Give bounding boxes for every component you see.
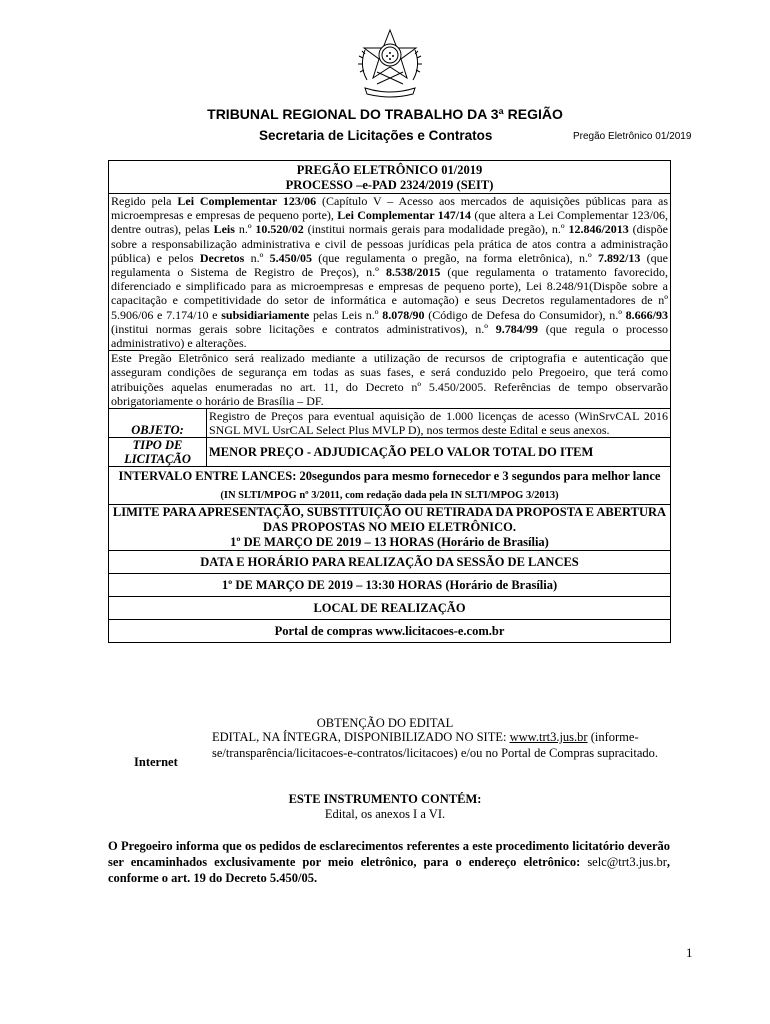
legal-reference: 8.666/93 [625, 307, 668, 322]
legal-text-segment: (que regulamenta o pregão, na forma eletrônica), n.º [312, 250, 599, 265]
legal-text-segment: (Código de Defesa do Consumidor), n.º [424, 307, 626, 322]
local-text: Portal de compras www.licitacoes-e.com.br [109, 620, 671, 643]
contents-title: ESTE INSTRUMENTO CONTÉM: [288, 792, 482, 806]
notice-text-end: , conforme o art. 19 do Decreto 5.450/05. [108, 855, 670, 885]
intervalo-reference: (IN SLTI/MPOG nº 3/2011, com redação dada pela IN SLTI/MPOG 3/2013) [220, 490, 559, 502]
document-reference: Pregão Eletrônico 01/2019 [573, 131, 692, 142]
tipo-row [109, 438, 671, 467]
tipo-text: MENOR PREÇO - ADJUDICAÇÃO PELO VALOR TOTAL DO ITEM [207, 438, 671, 467]
legal-text-segment: (Capítulo V – Acesso aos mercados de aquisições públicas para as microempresas e empresas de pequeno porte), [111, 194, 668, 223]
legal-text-segment: (dispõe sobre a responsabilização administrativa e civil de pessoas jurídicas pela prática de atos contra a administração pública) e pelos [111, 222, 668, 265]
contents-text: Edital, os anexos I a VI. [324, 807, 446, 821]
objeto-label: OBJETO: [109, 409, 207, 438]
obtencao-title: OBTENÇÃO DO EDITAL [316, 716, 454, 730]
obtencao-text-start: EDITAL, NA ÍNTEGRA, DISPONIBILIZADO NO SITE: [212, 730, 510, 744]
processo-title: PROCESSO –e-PAD 2324/2019 (SEIT) [285, 178, 494, 192]
sessao-date: 1º DE MARÇO DE 2019 – 13:30 HORAS (Horário de Brasília) [109, 574, 671, 597]
legal-text-segment: (que altera a Lei Complementar 123/06, dentre outras), pelas [111, 208, 668, 237]
legal-text-segment: Regido pela [111, 194, 178, 208]
legal-reference: 10.520/02 [255, 222, 304, 237]
legal-reference: Lei Complementar 123/06 [177, 194, 317, 208]
objeto-row [109, 409, 671, 438]
legal-text-segment: n.º [244, 250, 270, 265]
legal-text-segment: pelas Leis n.º [309, 307, 383, 322]
legal-text-segment: n.º [234, 222, 256, 237]
internet-label: Internet [134, 755, 178, 769]
legal-text-segment: (que regulamenta o tratamento favorecido, diferenciado e simplificado para as microempresas e empresas de pequeno porte), Lei 8.248/91(Dispõe sobre a capacitação e competitividade do setor de informática e automação) e seus Decretos regulamentadores de nº 5.906/06 e 7.174/10 e [111, 265, 668, 322]
legal-text-segment: (que regulamenta o Sistema de Registro de Preços), n.º [111, 250, 668, 280]
legal-basis-text [109, 194, 671, 351]
intervalo-main: INTERVALO ENTRE LANCES: 20segundos para mesmo fornecedor e 3 segundos para melhor lance [118, 469, 661, 484]
department-title: Secretaria de Licitações e Contratos [259, 128, 493, 143]
local-title-row [109, 597, 671, 620]
crypto-text: Este Pregão Eletrônico será realizado mediante a utilização de recursos de criptografia e autenticação que asseguram condições de segurança em todas as suas fases, e será conduzido pelo Pregoeiro, que terá como atribuições aquelas enumeradas no art. 11, do Decreto nº 5.450/2005. Referências de tempo observarão obrigatoriamente o horário de Brasília – DF. [109, 351, 671, 409]
crypto-row [109, 351, 671, 409]
objeto-text: Registro de Preços para eventual aquisição de 1.000 licenças de acesso (WinSrvCAL 2016 SNGL MVL UsrCAL Select Plus MVLP D), nos termos deste Edital e seus anexos. [207, 409, 671, 438]
intervalo-row [109, 467, 671, 505]
legal-reference: 12.846/2013 [568, 222, 629, 237]
legal-reference: subsidiariamente [221, 307, 310, 322]
intervalo-cell [109, 467, 671, 505]
legal-reference: Lei Complementar 147/14 [337, 208, 472, 223]
sessao-title-row [109, 551, 671, 574]
edital-summary-table [108, 160, 671, 643]
legal-text-segment: (institui normas gerais sobre licitações e contratos administrativos), n.º [111, 321, 496, 336]
legal-reference: 9.784/99 [495, 321, 539, 336]
local-title: LOCAL DE REALIZAÇÃO [109, 597, 671, 620]
institution-title: TRIBUNAL REGIONAL DO TRABALHO DA 3ª REGIÃO [207, 106, 563, 122]
notice-email[interactable]: selc@trt3.jus.br [587, 855, 667, 869]
legal-reference: 7.892/13 [598, 250, 641, 265]
page-number: 1 [686, 945, 693, 960]
legal-reference: 5.450/05 [269, 250, 312, 265]
trt3-site-link[interactable]: www.trt3.jus.br [509, 730, 588, 744]
obtencao-text [212, 730, 662, 761]
limite-row [109, 505, 671, 551]
legal-basis-row [109, 194, 671, 351]
brazil-coat-of-arms-icon [355, 28, 425, 100]
legal-reference: 8.538/2015 [386, 265, 441, 280]
legal-reference: Decretos [199, 250, 245, 265]
legal-reference: Leis [213, 222, 235, 237]
clarification-notice [108, 838, 670, 886]
notice-text: O Pregoeiro informa que os pedidos de esclarecimentos referentes a este procedimento licitatório deverão ser encaminhados exclusivamente por meio eletrônico, para o endereço eletrônico: [108, 839, 670, 869]
sessao-date-row [109, 574, 671, 597]
sessao-title: DATA E HORÁRIO PARA REALIZAÇÃO DA SESSÃO DE LANCES [109, 551, 671, 574]
limite-title: LIMITE PARA APRESENTAÇÃO, SUBSTITUIÇÃO OU RETIRADA DA PROPOSTA E ABERTURA DAS PROPOSTAS NO MEIO ELETRÔNICO. [112, 505, 667, 535]
local-text-row [109, 620, 671, 643]
tipo-label: TIPO DE LICITAÇÃO [109, 438, 207, 467]
pregao-title: PREGÃO ELETRÔNICO 01/2019 [296, 163, 483, 177]
limite-date: 1º DE MARÇO DE 2019 – 13 HORAS (Horário de Brasília) [230, 535, 549, 550]
obtencao-text-end: (informe-se/transparência/licitacoes-e-contratos/licitacoes) e/ou no Portal de Compras supracitado. [212, 730, 659, 760]
title-row [109, 161, 671, 194]
legal-reference: 8.078/90 [382, 307, 425, 322]
legal-text-segment: (institui normais gerais para modalidade pregão), n.º [303, 222, 569, 237]
legal-text-segment: (que regula o processo administrativo) e alterações. [111, 321, 669, 351]
